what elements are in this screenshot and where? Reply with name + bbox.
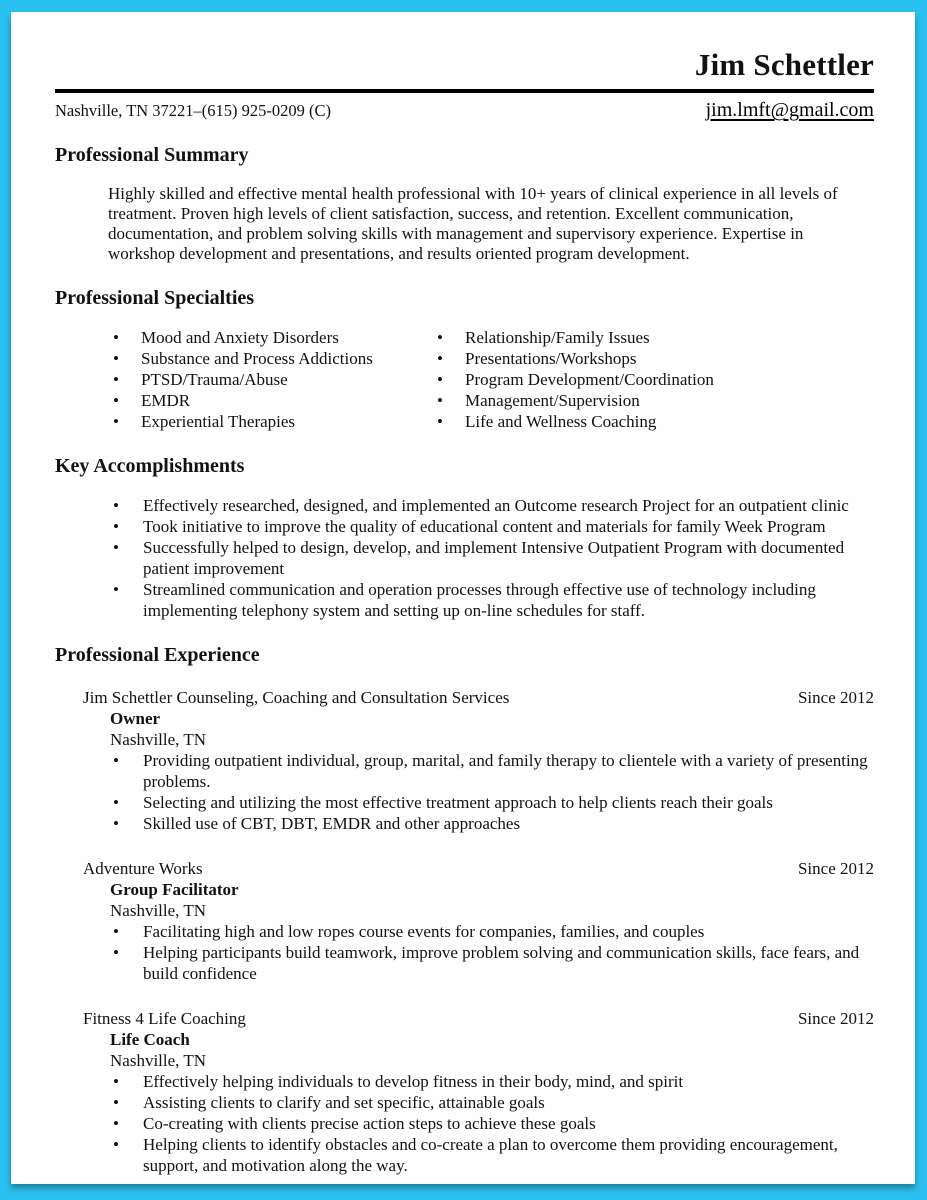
job-bullet-text: Effectively helping individuals to develop fitness in their body, mind, and spirit	[143, 1072, 684, 1091]
job-bullet-text: Providing outpatient individual, group, marital, and family therapy to clientele with a variety of presenting problems.	[143, 751, 868, 791]
job-bullets	[55, 750, 874, 834]
specialty-label: Relationship/Family Issues	[465, 328, 650, 347]
section-heading-specialties: Professional Specialties	[55, 287, 255, 309]
job-bullets	[55, 921, 874, 984]
email-link[interactable]: jim.lmft@gmail.com	[705, 99, 874, 121]
section-heading-accomplishments: Key Accomplishments	[55, 455, 245, 477]
person-name: Jim Schettler	[694, 47, 874, 82]
accomplishment-text: Successfully helped to design, develop, and implement Intensive Outpatient Program with documented patient improvement	[143, 538, 845, 578]
resume-sheet	[11, 12, 915, 1184]
job-location: Nashville, TN	[110, 1051, 207, 1070]
summary-section	[55, 143, 874, 264]
job-bullet-item	[55, 1092, 874, 1113]
job-header	[55, 858, 874, 879]
accomplishment-text: Streamlined communication and operation processes through effective use of technology including implementing telephony system and setting up on-line schedules for staff.	[143, 580, 816, 620]
accomplishment-item	[55, 516, 874, 537]
job-bullet-text: Helping participants build teamwork, improve problem solving and communication skills, face fears, and build confidence	[143, 943, 860, 983]
job-bullet-item	[55, 792, 874, 813]
job-bullet-text: Facilitating high and low ropes course events for companies, families, and couples	[143, 922, 705, 941]
job-bullet-item	[55, 813, 874, 834]
job-title: Owner	[110, 709, 161, 728]
accomplishment-item	[55, 537, 874, 579]
specialty-label: Mood and Anxiety Disorders	[141, 328, 339, 347]
specialty-item	[111, 348, 435, 369]
accomplishments-section	[55, 454, 874, 621]
job-header	[55, 1008, 874, 1029]
company-name: Adventure Works	[83, 859, 203, 878]
specialties-list-left	[111, 327, 435, 432]
specialties-list-right	[435, 327, 759, 432]
job-bullet-text: Helping clients to identify obstacles and co-create a plan to overcome them providing encouragement, support, and motivation along the way.	[143, 1135, 838, 1175]
job-bullet-text: Assisting clients to clarify and set specific, attainable goals	[143, 1093, 545, 1112]
specialty-item	[111, 390, 435, 411]
specialty-item	[435, 411, 759, 432]
job-bullet-item	[55, 1113, 874, 1134]
specialty-item	[111, 411, 435, 432]
specialty-item	[435, 327, 759, 348]
header-divider	[55, 89, 874, 93]
job-bullet-text: Selecting and utilizing the most effective treatment approach to help clients reach their goals	[143, 793, 773, 812]
contact-row	[55, 100, 874, 121]
accomplishments-list	[55, 495, 874, 621]
accomplishment-item	[55, 495, 874, 516]
specialty-item	[435, 348, 759, 369]
job-entry	[55, 858, 874, 984]
accomplishment-text: Took initiative to improve the quality of educational content and materials for family Week Program	[143, 517, 826, 536]
job-dates: Since 2012	[797, 688, 874, 707]
specialty-label: Program Development/Coordination	[465, 370, 714, 389]
job-title: Life Coach	[110, 1030, 190, 1049]
specialty-item	[435, 369, 759, 390]
specialty-item	[435, 390, 759, 411]
job-header	[55, 687, 874, 708]
company-name: Fitness 4 Life Coaching	[83, 1009, 246, 1028]
experience-section	[55, 643, 874, 1176]
job-dates: Since 2012	[797, 859, 874, 878]
specialty-label: PTSD/Trauma/Abuse	[141, 370, 288, 389]
job-location: Nashville, TN	[110, 901, 207, 920]
job-entry	[55, 687, 874, 834]
accomplishment-text: Effectively researched, designed, and implemented an Outcome research Project for an outpatient clinic	[143, 496, 849, 515]
summary-text: Highly skilled and effective mental health professional with 10+ years of clinical experience in all levels of treatment. Proven high levels of client satisfaction, success, and retention. Excellent communication, documentation, and problem solving skills with management and supervisory experience. Expertise in workshop development and presentations, and results oriented program development.	[108, 184, 838, 263]
section-heading-summary: Professional Summary	[55, 144, 249, 166]
job-bullet-item	[55, 1134, 874, 1176]
resume-header	[55, 46, 874, 121]
specialty-label: Management/Supervision	[465, 391, 640, 410]
job-dates: Since 2012	[797, 1009, 874, 1028]
specialty-item	[111, 369, 435, 390]
job-title: Group Facilitator	[110, 880, 239, 899]
job-location: Nashville, TN	[110, 730, 207, 749]
job-bullet-text: Skilled use of CBT, DBT, EMDR and other approaches	[143, 814, 521, 833]
specialties-columns	[55, 327, 874, 432]
job-bullet-item	[55, 942, 874, 984]
specialty-label: Substance and Process Addictions	[141, 349, 373, 368]
specialties-section	[55, 286, 874, 432]
company-name: Jim Schettler Counseling, Coaching and Consultation Services	[83, 688, 510, 707]
job-bullet-item	[55, 1071, 874, 1092]
jobs-list	[55, 687, 874, 1176]
specialty-label: Life and Wellness Coaching	[465, 412, 657, 431]
job-entry	[55, 1008, 874, 1176]
section-heading-experience: Professional Experience	[55, 644, 260, 666]
specialty-item	[111, 327, 435, 348]
job-bullet-text: Co-creating with clients precise action steps to achieve these goals	[143, 1114, 596, 1133]
specialty-label: Experiential Therapies	[141, 412, 296, 431]
job-bullet-item	[55, 921, 874, 942]
specialty-label: EMDR	[141, 391, 191, 410]
job-bullet-item	[55, 750, 874, 792]
contact-info: Nashville, TN 37221–(615) 925-0209 (C)	[55, 101, 332, 120]
accomplishment-item	[55, 579, 874, 621]
specialty-label: Presentations/Workshops	[465, 349, 637, 368]
job-bullets	[55, 1071, 874, 1176]
